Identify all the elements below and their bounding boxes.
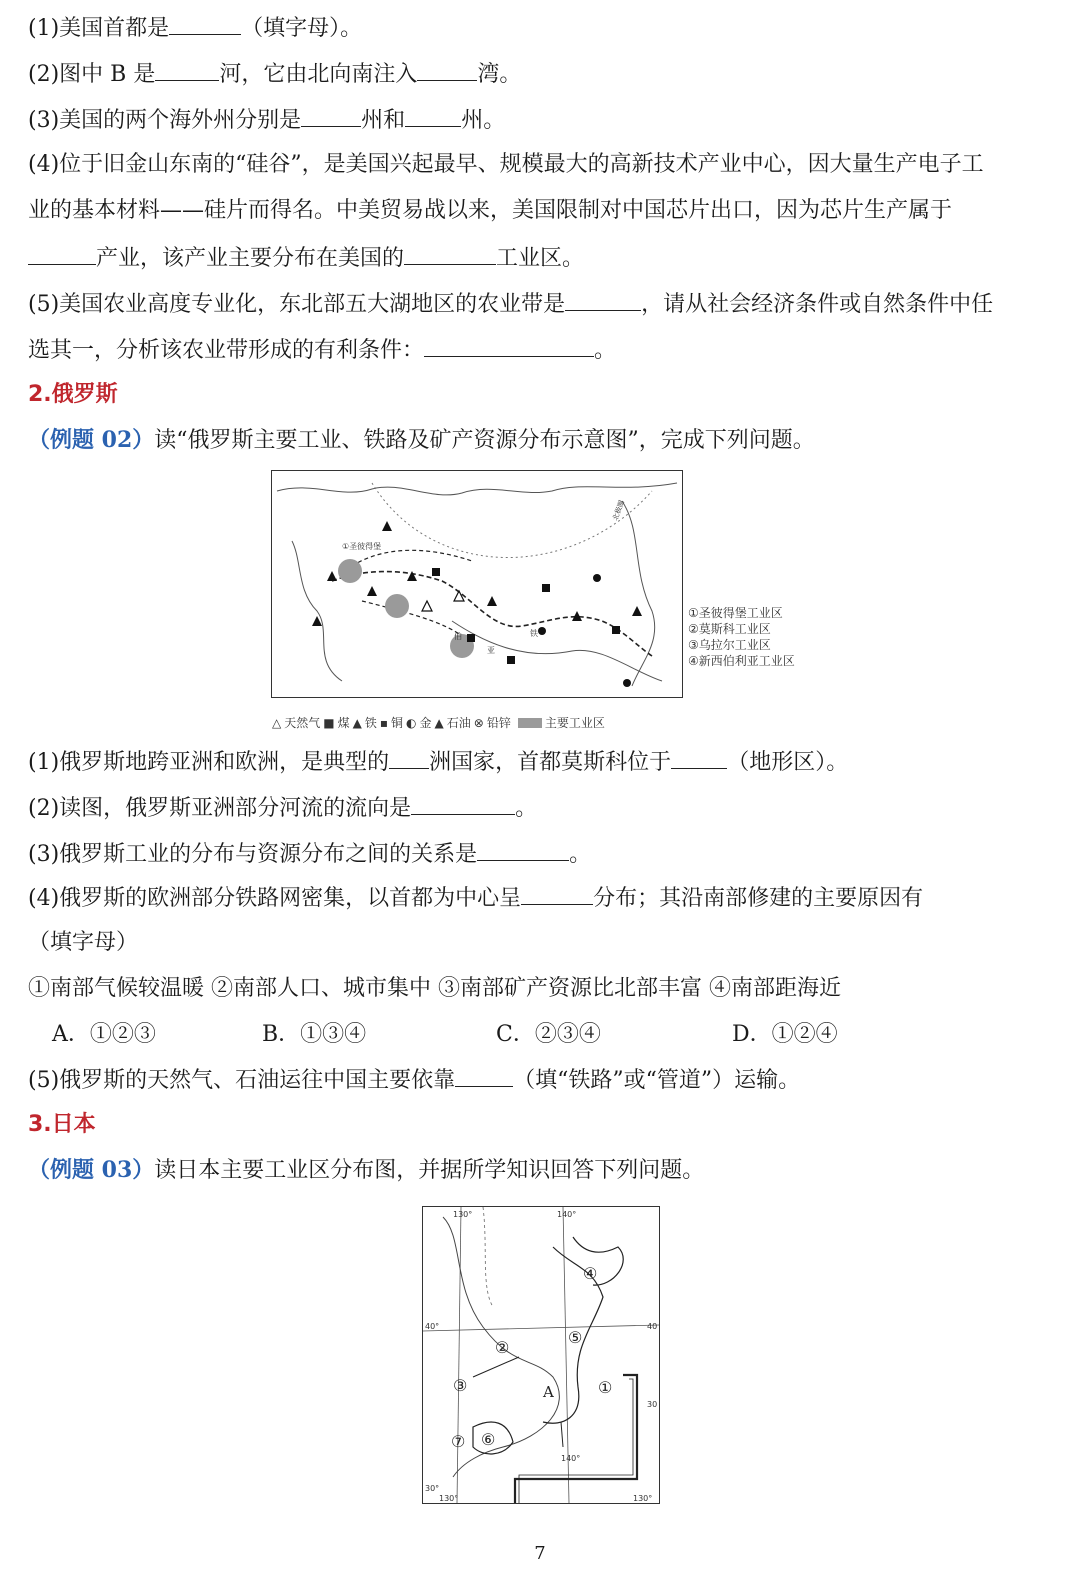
usa-q2 [28, 58, 521, 90]
gold-icon: ◐ [406, 715, 417, 730]
russia-q3-text: (3)俄罗斯工业的分布与资源分布之间的关系是 [28, 842, 478, 867]
usa-q5-line2 [28, 334, 616, 366]
usa-q4-tail: 工业区。 [496, 246, 585, 271]
russia-q5-text: (5)俄罗斯的天然气、石油运往中国主要依靠 [28, 1068, 456, 1093]
lat-30-left: 30° [425, 1484, 440, 1493]
russia-q4-text: (4)俄罗斯的欧洲部分铁路网密集，以首都为中心呈 [28, 886, 522, 911]
lead-zinc-icon: ⊗ [473, 715, 484, 730]
usa-q3-blank-1[interactable] [301, 104, 361, 127]
japan-mark-1: ① [598, 1378, 613, 1397]
russia-q2-tail: 。 [515, 796, 538, 821]
iron-icon: ▲ [352, 715, 362, 730]
map-label-rail: 铁 [530, 629, 538, 638]
russia-q1-text: (1)俄罗斯地跨亚洲和欧洲，是典型的 [28, 750, 390, 775]
russia-q5 [28, 1064, 800, 1096]
map-label-lake: 伯 [454, 632, 462, 641]
usa-q5-text-2: 选其一，分析该农业带形成的有利条件： [28, 338, 425, 363]
usa-q2-blank-1[interactable] [155, 58, 219, 81]
japan-heading: 3.日本 [28, 1112, 96, 1137]
lon-130-top: 130° [453, 1210, 473, 1219]
usa-q5-tail: 。 [594, 338, 617, 363]
russia-q4-line1 [28, 882, 923, 914]
japan-mark-5: ⑤ [568, 1328, 583, 1347]
russia-q3-blank[interactable] [477, 838, 569, 861]
japan-letter-a: A [543, 1383, 554, 1401]
gas-icon: △ [272, 715, 282, 730]
industrial-zone-icon [518, 718, 542, 728]
russia-heading: 2.俄罗斯 [28, 382, 118, 407]
usa-q2-mid: 河，它由北向南注入 [219, 62, 418, 87]
usa-q3-mid: 州和 [361, 108, 406, 133]
usa-q3-tail: 州。 [461, 108, 506, 133]
russia-map-drawing [272, 471, 682, 697]
japan-mark-4: ④ [583, 1264, 598, 1283]
japan-example [28, 1155, 704, 1186]
russia-option-c[interactable]: C．②③④ [496, 1022, 601, 1047]
japan-mark-6: ⑥ [481, 1430, 496, 1449]
usa-q2-blank-2[interactable] [417, 58, 477, 81]
industrial-zone-1 [338, 559, 362, 583]
usa-q1-tail: （填字母）。 [241, 16, 363, 41]
lon-130-bottom: 130° [439, 1494, 459, 1503]
usa-q3 [28, 104, 505, 136]
russia-q4-mid: 分布；其沿南部修建的主要原因有 [593, 886, 924, 911]
russia-q1-mid: 洲国家，首都莫斯科位于 [429, 750, 672, 775]
map-label-lake2: 亚 [487, 646, 495, 655]
russia-q2 [28, 792, 537, 824]
japan-map-drawing [423, 1207, 659, 1503]
map-label-st-petersburg: ①圣彼得堡 [342, 542, 382, 551]
russia-legend-bottom: △ 天然气 ■ 煤 ▲ 铁 ▪ 铜 ◐ 金 ▲ 石油 ⊗ 铅锌 主要工业区 [272, 715, 605, 730]
usa-q1-blank[interactable] [169, 12, 241, 35]
russia-legend-right-2: ②莫斯科工业区 [688, 622, 771, 636]
russia-q5-blank[interactable] [455, 1064, 513, 1087]
map-label-arctic: 北极圈 [611, 499, 627, 522]
usa-q4-line3 [28, 242, 584, 274]
russia-map [271, 470, 683, 698]
usa-q4-line2: 业的基本材料——硅片而得名。中美贸易战以来，美国限制对中国芯片出口，因为芯片生产属于 [28, 198, 953, 223]
japan-example-tag: （例题 03） [28, 1157, 155, 1183]
usa-q4-line1: (4)位于旧金山东南的“硅谷”，是美国兴起最早、规模最大的高新技术产业中心，因大量生产电子工 [28, 152, 984, 177]
russia-q4-blank[interactable] [521, 882, 593, 905]
copper-icon: ▪ [379, 715, 388, 730]
page-number: 7 [534, 1543, 546, 1564]
lon-140-top: 140° [557, 1210, 577, 1219]
lat-40-right: 40 [647, 1322, 658, 1331]
russia-example [28, 425, 815, 456]
japan-mark-3: ③ [453, 1376, 468, 1395]
russia-q1-blank-2[interactable] [671, 746, 727, 769]
lon-130-bottom-right: 130° [633, 1494, 653, 1503]
industrial-zone-2 [385, 594, 409, 618]
russia-example-text: 读“俄罗斯主要工业、铁路及矿产资源分布示意图”，完成下列问题。 [154, 428, 815, 453]
usa-q4-blank-1[interactable] [28, 242, 96, 265]
russia-legend-right-4: ④新西伯利亚工业区 [688, 654, 795, 668]
coal-icon: ■ [323, 715, 335, 730]
lat-30-right: 30 [647, 1400, 658, 1409]
russia-option-d[interactable]: D．①②④ [732, 1022, 838, 1047]
usa-q1 [28, 12, 362, 44]
russia-q2-text: (2)读图，俄罗斯亚洲部分河流的流向是 [28, 796, 412, 821]
usa-q3-blank-2[interactable] [405, 104, 461, 127]
usa-q1-text: (1)美国首都是 [28, 16, 170, 41]
russia-legend-right-1: ①圣彼得堡工业区 [688, 606, 783, 620]
russia-q3 [28, 838, 591, 870]
usa-q2-text: (2)图中 B 是 [28, 62, 156, 87]
oil-icon: ▲ [434, 715, 444, 730]
usa-q5-blank-2[interactable] [424, 334, 594, 357]
russia-q1 [28, 746, 848, 778]
lat-40-left: 40° [425, 1322, 440, 1331]
usa-q5-line1 [28, 288, 993, 320]
usa-q3-text: (3)美国的两个海外州分别是 [28, 108, 302, 133]
usa-q5-blank-1[interactable] [565, 288, 641, 311]
russia-q4-line2: （填字母） [28, 930, 139, 955]
usa-q2-tail: 湾。 [477, 62, 522, 87]
russia-q2-blank[interactable] [411, 792, 515, 815]
russia-q1-tail: （地形区）。 [727, 750, 849, 775]
japan-map [422, 1206, 660, 1504]
russia-legend-right-3: ③乌拉尔工业区 [688, 638, 771, 652]
russia-example-tag: （例题 02） [28, 427, 155, 453]
russia-q4-choices: ①南部气候较温暖 ②南部人口、城市集中 ③南部矿产资源比北部丰富 ④南部距海近 [28, 976, 841, 1001]
usa-q5-text: (5)美国农业高度专业化，东北部五大湖地区的农业带是 [28, 292, 566, 317]
russia-q3-tail: 。 [569, 842, 592, 867]
usa-q4-mid: 产业，该产业主要分布在美国的 [96, 246, 405, 271]
japan-mark-2: ② [495, 1338, 510, 1357]
japan-mark-7: ⑦ [451, 1432, 466, 1451]
russia-option-a[interactable]: A．①②③ [52, 1022, 156, 1047]
russia-option-b[interactable]: B．①③④ [262, 1022, 367, 1047]
usa-q4-blank-2[interactable] [404, 242, 496, 265]
lon-140-mid: 140° [561, 1454, 581, 1463]
japan-example-text: 读日本主要工业区分布图，并据所学知识回答下列问题。 [154, 1158, 705, 1183]
usa-q5-mid: ，请从社会经济条件或自然条件中任 [641, 292, 994, 317]
russia-q1-blank-1[interactable] [389, 746, 429, 769]
russia-q5-tail: （填“铁路”或“管道”）运输。 [513, 1068, 801, 1093]
